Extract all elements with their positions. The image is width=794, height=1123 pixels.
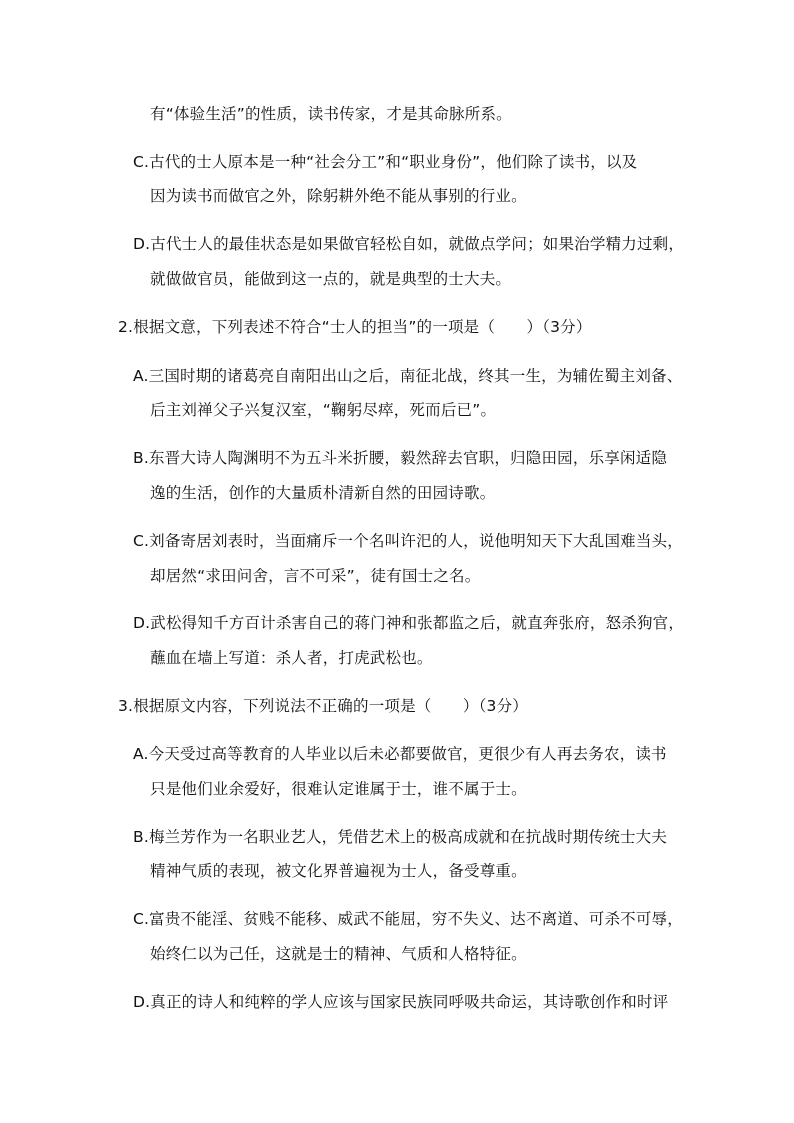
q2-option-b-line-2: 逸的生活，创作的大量质朴清新自然的田园诗歌。 <box>150 484 496 502</box>
text-line: 有“体验生活”的性质，读书传家，才是其命脉所系。 <box>150 105 512 123</box>
q2-option-c-line-2: 却居然“求田问舍，言不可采”，徒有国士之名。 <box>150 567 481 585</box>
option-c-line-1: C.古代的士人原本是一种“社会分工”和“职业身份”，他们除了读书，以及 <box>133 153 638 171</box>
option-d-line-2: 就做做官员，能做到这一点的，就是典型的士大夫。 <box>150 270 512 288</box>
q3-option-b-line-1: B.梅兰芳作为一名职业艺人，凭借艺术上的极高成就和在抗战时期传统士大夫 <box>133 828 668 846</box>
q2-option-d-line-2: 蘸血在墙上写道：杀人者，打虎武松也。 <box>150 649 433 667</box>
q3-option-c-line-1: C.富贵不能淫、贫贱不能移、威武不能屈，穷不失义、达不离道、可杀不可辱， <box>133 910 683 928</box>
option-c-line-2: 因为读书而做官之外，除躬耕外绝不能从事别的行业。 <box>150 187 527 205</box>
q3-option-b-line-2: 精神气质的表现，被文化界普遍视为士人，备受尊重。 <box>150 862 527 880</box>
q3-option-a-line-2: 只是他们业余爱好，很难认定谁属于士，谁不属于士。 <box>150 780 527 798</box>
q3-option-d-line-1: D.真正的诗人和纯粹的学人应该与国家民族同呼吸共命运，其诗歌创作和时评 <box>133 993 669 1011</box>
q2-option-b-line-1: B.东晋大诗人陶渊明不为五斗米折腰，毅然辞去官职，归隐田园，乐享闲适隐 <box>133 449 668 467</box>
question-3: 3.根据原文内容，下列说法不正确的一项是（ ）（3分） <box>118 697 529 715</box>
q2-option-a-line-1: A.三国时期的诸葛亮自南阳出山之后，南征北战，终其一生，为辅佐蜀主刘备、 <box>133 367 683 385</box>
q2-option-c-line-1: C.刘备寄居刘表时，当面痛斥一个名叫许汜的人，说他明知天下大乱国难当头， <box>133 532 683 550</box>
q3-option-a-line-1: A.今天受过高等教育的人毕业以后未必都要做官，更很少有人再去务农，读书 <box>133 745 667 763</box>
q3-option-c-line-2: 始终仁以为己任，这就是士的精神、气质和人格特征。 <box>150 945 527 963</box>
q2-option-d-line-1: D.武松得知千方百计杀害自己的蒋门神和张都监之后，就直奔张府，怒杀狗官， <box>133 614 685 632</box>
question-2: 2.根据文意，下列表述不符合“士人的担当”的一项是（ ）（3分） <box>118 318 592 336</box>
q2-option-a-line-2: 后主刘禅父子兴复汉室，“鞠躬尽瘁，死而后已”。 <box>150 401 497 419</box>
option-d-line-1: D.古代士人的最佳状态是如果做官轻松自如，就做点学问；如果治学精力过剩， <box>133 235 685 253</box>
